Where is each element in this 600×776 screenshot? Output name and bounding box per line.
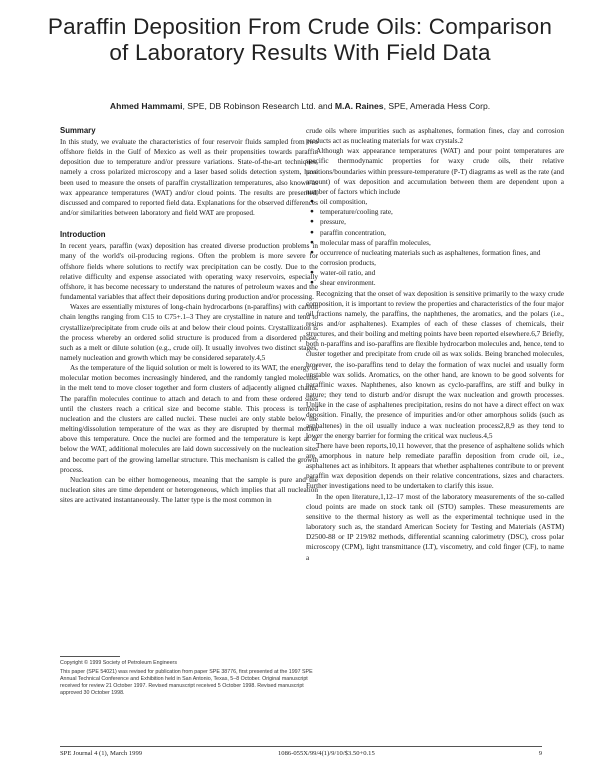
footer-rule: [60, 746, 542, 747]
right-paragraph-2: Although wax appearance temperatures (WAT) and pour point temperatures are specific thermodynamic properties for waxy crude oils, their relative positions/boundaries within pressure-temperature (P-T) diagrams as well as the rate (and amount) of wax deposition and accumulation between them are dependent upon a number of factors which include: [306, 147, 564, 196]
summary-heading: Summary: [60, 126, 96, 135]
author-1-name: Ahmed Hammami: [109, 101, 183, 111]
intro-paragraph-3: As the temperature of the liquid solution or melt is lowered to its WAT, the energy of molecular motion becomes increasingly hindered, and the randomly tangled molecules in the melt tend to move closer together and form clusters of adjacently aligned chains. The paraffin molecules continue to attach and detach to and from these ordered sites until the clusters reach a critical size and become stable. This process is termed nucleation and the clusters are called nuclei. These nuclei are only stable below the melting/dissolution temperature of the wax as they are disrupted by thermal motion above this temperature. Once the nuclei are formed and the temperature is kept at or below the WAT, additional molecules are laid down successively on the nucleation sites and become part of the growing lamellar structure. This mechanism is called the growth process.: [60, 364, 318, 474]
intro-paragraph-2: Waxes are essentially mixtures of long-chain hydrocarbons (n-paraffins) with carbon chain lengths ranging from C15 to C75+.1–3 They are crystalline in nature and tend to crystallize/precipitate from crude oils at and below their cloud points. Crystallization is the process whereby an ordered solid structure is produced from a disordered phase, such as a melt or dilute solution (e.g., crude oil). It usually involves two distinct stages, namely nucleation and growth which may be considered separately.4,5: [60, 303, 318, 362]
list-item: ● paraffin concentration,: [306, 228, 564, 238]
right-paragraph-5: In the open literature,1,12–17 most of the laboratory measurements of the so-called cloud points are made on stock tank oil (STO) samples. These measurements are sensitive to the thermal history as well as the experimental technique used in the laboratory such as, the standard American Society for Testing and Materials (ASTM) D2500-88 or IP 219/82 methods, differential scanning calorimetry (DSC), cross polar microscopy (CPM), light transmittance (LT), viscometry, and cold finger (CF), to name a: [306, 492, 564, 562]
issn-code: 1086-055X/99/4(1)/9/10/$3.50+0.15: [278, 750, 375, 757]
page-footer: [60, 746, 542, 757]
intro-paragraph-4: Nucleation can be either homogeneous, meaning that the sample is pure and the nucleation sites are time dependent or heterogeneous, which implies that all nucleation sites are activated instantaneously. The latter type is the most common in: [60, 475, 318, 505]
summary-paragraph: In this study, we evaluate the characteristics of four reservoir fluids sampled from two offshore fields in the Gulf of Mexico as well as their propensities towards paraffin deposition due to temperature and/or pressure variations. State-of-the-art techniques, namely a cross polarized microscopy and a laser based solids detection system, have been used to measure the onsets of paraffin crystallization temperatures, also known as wax appearance temperatures (WAT) and/or cloud points. The results are presented, discussed and compared to reported field data. Explanations for the observed differences and/or similarities between laboratory and field WAT are proposed.: [60, 138, 318, 218]
list-item: ● pressure,: [306, 217, 564, 227]
right-paragraph-1: crude oils where impurities such as asphaltenes, formation fines, clay and corrosion products act as nucleating materials for wax crystals.2: [306, 127, 564, 146]
paper-title: Paraffin Deposition From Crude Oils: Comparison of Laboratory Results With Field Data: [47, 14, 553, 65]
right-column: [306, 126, 564, 563]
right-paragraph-3: Recognizing that the onset of wax deposition is sensitive primarily to the waxy crude composition, it is important to review the properties and characteristics of the four major oil fractions namely, the paraffins, the naphthenes, the aromatics, and the polars (i.e., resins and/or asphaltenes). Examples of each of these classes of chemicals, their structures, and their boiling and melting points have been reported elsewhere.6,7 Briefly, both n-paraffins and iso-paraffins are flexible hydrocarbon molecules and, hence, tend to cluster together and precipitate from crude oil as wax solids. Being branched molecules, however, the iso-paraffins tend to delay the formation of wax nuclei and usually form unstable wax solids. Aromatics, on the other hand, are known to be good solvents for paraffinic waxes. Naphthenes, also known as cyclo-paraffins, are stiff and bulky in nature; they tend to disturb and/or disrupt the wax nucleation and growth processes. Unlike in the case of asphaltenes precipitation, resins do not have a direct effect on wax deposition. Finally, the presence of impurities and/or other amorphous solids (such as asphaltenes) in the oil usually induce a wax nucleation process2,8,9 as they tend to lower the energy barrier for forming the critical wax nucleus.4,5: [306, 289, 564, 440]
list-item: ● water-oil ratio, and: [306, 268, 564, 278]
right-paragraph-4: There have been reports,10,11 however, that the presence of asphaltene solids which are amorphous in nature help remediate paraffin deposition from crude oil, i.e., asphaltenes act as inhibitors. It appears that whether asphaltenes contribute to or prevent paraffin wax deposition depends on their relative concentrations, sizes and characters. Further investigations need to be undertaken to clarify this issue.: [306, 441, 564, 491]
left-column: [60, 126, 318, 505]
list-item: ● molecular mass of paraffin molecules,: [306, 238, 564, 248]
list-item: ● temperature/cooling rate,: [306, 207, 564, 217]
first-page-footnote: [60, 656, 318, 699]
journal-citation: SPE Journal 4 (1), March 1999: [60, 750, 143, 757]
author-line: [20, 101, 580, 111]
list-item: ● shear environment.: [306, 278, 564, 288]
list-item: ● occurrence of nucleating materials such as asphaltenes, formation fines, and corrosion products,: [306, 248, 564, 268]
factor-list: [306, 197, 564, 288]
intro-paragraph-1: In recent years, paraffin (wax) deposition has created diverse production problems in many of the world's oil-producing regions. Often the problem is more severe for offshore fields where solutions to rectify wax precipitation can be costly. Due to the relative difficulty and expense associated with operating waxy reservoirs, especially offshore, it has become necessary to understand the natures of petroleum waxes and the fundamental variables that affect their depositions during production and/or processing.: [60, 242, 318, 302]
page-number: 9: [538, 750, 542, 757]
footnote-rule: [60, 656, 120, 657]
author-2-name: M.A. Raines: [334, 101, 384, 111]
introduction-heading: Introduction: [60, 230, 106, 240]
list-item: ● oil composition,: [306, 197, 564, 207]
author-1-affiliation: , SPE, DB Robinson Research Ltd. and: [182, 101, 335, 111]
copyright-notice: Copyright © 1999 Society of Petroleum Engineers: [60, 660, 177, 666]
manuscript-note: This paper (SPE 54021) was revised for publication from paper SPE 38776, first presented at the 1997 SPE Annual Technical Conference and Exhibition held in San Antonio, Texas, 5–8 October. Original manuscript received for review 21 October 1997. Revised manuscript received 5 October 1998. Revised manuscript approved 30 October 1998.: [60, 669, 313, 696]
author-2-affiliation: , SPE, Amerada Hess Corp.: [383, 101, 491, 111]
